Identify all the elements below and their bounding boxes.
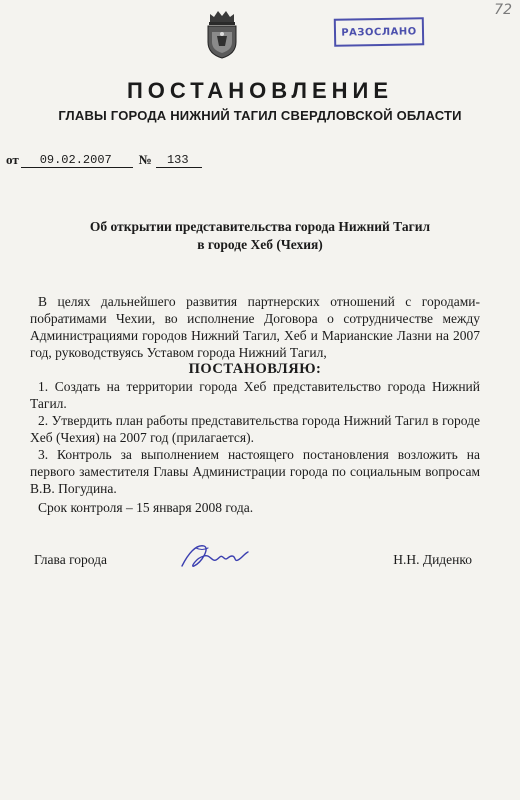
subject-line-1: Об открытии представительства города Нижний Тагил xyxy=(89,219,431,234)
handwritten-signature-icon xyxy=(174,536,258,576)
document-number: 133 xyxy=(156,153,202,168)
signatory-role: Глава города xyxy=(34,552,108,567)
decree-item-2: 2. Утвердить план работы представительства города Нижний Тагил в городе Хеб (Чехия) на 2007 год (прилагается). xyxy=(30,413,480,445)
issuer-subtitle: ГЛАВЫ ГОРОДА НИЖНИЙ ТАГИЛ СВЕРДЛОВСКОЙ ОБЛАСТИ xyxy=(58,108,462,123)
date-number-line xyxy=(6,152,202,168)
distribution-stamp: РАЗОСЛАНО xyxy=(334,17,424,47)
document-type-title: ПОСТАНОВЛЕНИЕ xyxy=(126,78,394,103)
city-emblem-icon xyxy=(204,8,240,60)
preamble-paragraph: В целях дальнейшего развития партнерских отношений с городами-побратимами Чехии, во исполнение Договора о сотрудничестве между Администрациями городов Нижний Тагил, Хеб и Марианские Лазни на 2007 год, руководствуясь Уставом города Нижний Тагил, xyxy=(30,294,480,360)
corner-note: 72 xyxy=(494,2,512,18)
number-label: № xyxy=(138,152,152,167)
control-deadline: Срок контроля – 15 января 2008 года. xyxy=(38,500,254,515)
document-body xyxy=(30,293,480,516)
date-prefix: от xyxy=(6,152,19,167)
decree-heading: ПОСТАНОВЛЯЮ: xyxy=(188,361,322,377)
document-date: 09.02.2007 xyxy=(21,153,133,168)
document-subject xyxy=(0,218,520,254)
signatory-name: Н.Н. Диденко xyxy=(393,552,472,567)
subject-line-2: в городе Хеб (Чехия) xyxy=(197,237,323,252)
decree-item-1: 1. Создать на территории города Хеб представительство города Нижний Тагил. xyxy=(30,379,480,411)
decree-item-3: 3. Контроль за выполнением настоящего постановления возложить на первого заместителя Главы Администрации города по социальным вопросам В.В. Погудина. xyxy=(30,447,480,496)
